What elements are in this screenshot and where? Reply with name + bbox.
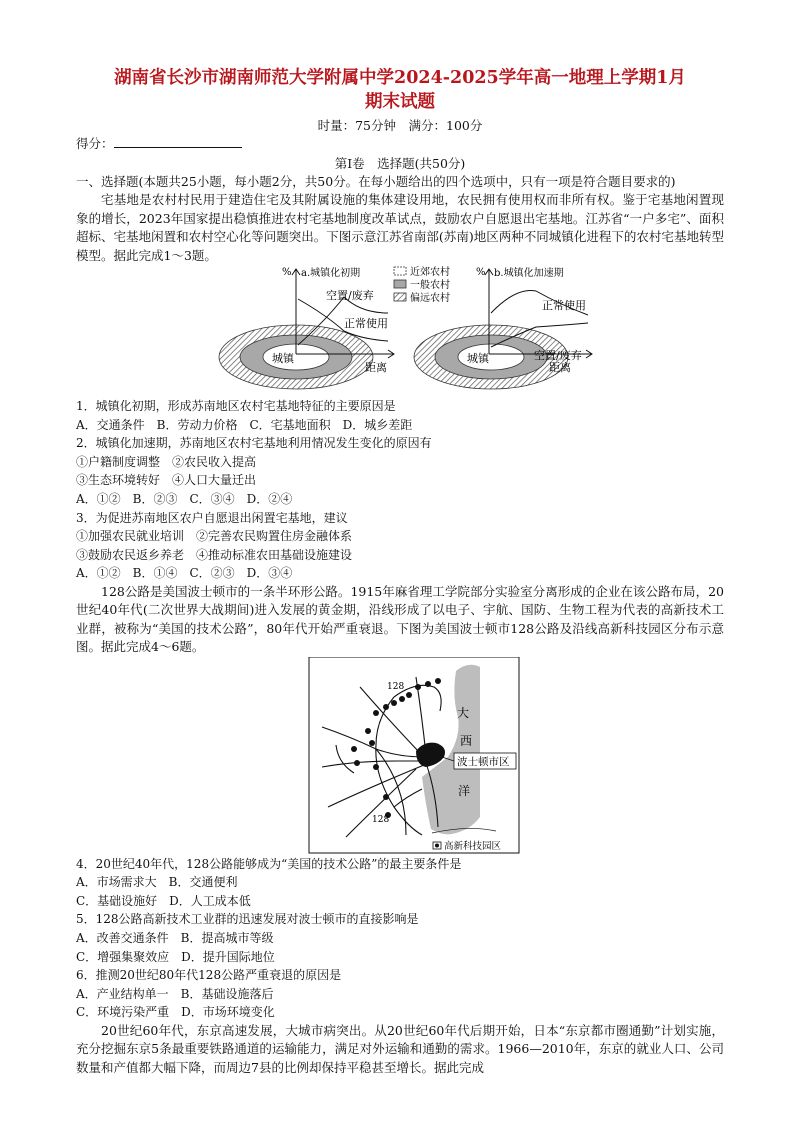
q4-stem: 4．20世纪40年代，128公路能够成为“美国的技术公路”的最主要条件是 xyxy=(76,856,462,871)
axis-x-b: 距离 xyxy=(549,361,571,375)
ocean-char-3: 洋 xyxy=(458,783,471,798)
q4-options-ab: A．市场需求大 B．交通便利 xyxy=(76,875,238,890)
q1-options: A．交通条件 B．劳动力价格 C．宅基地面积 D．城乡差距 xyxy=(76,417,413,432)
score-field xyxy=(76,135,724,153)
route128-map-svg xyxy=(76,657,724,855)
q6-options-ab: A．产业结构单一 B．基础设施落后 xyxy=(76,986,274,1001)
ocean-char-2: 西 xyxy=(460,733,473,748)
q1-stem: 1．城镇化初期，形成苏南地区农村宅基地特征的主要原因是 xyxy=(76,399,396,414)
route128-map-figure xyxy=(76,657,724,855)
exam-page xyxy=(76,66,724,1077)
legend-general: 一般农村 xyxy=(410,280,450,292)
homestead-model-figure xyxy=(76,265,724,397)
q2-stem: 2．城镇化加速期，苏南地区农村宅基地利用情况发生变化的原因有 xyxy=(76,436,432,451)
city-label-b: 城镇 xyxy=(467,352,489,366)
passage-homestead: 宅基地是农村村民用于建造住宅及其附属设施的集体建设用地，农民拥有使用权而非所有权。鉴于宅基地闲置现象的增长，2023年国家提出稳慎推进农村宅基地制度改革试点，鼓励农户自愿退出宅基地。江苏省“一户多宅”、面积超标、宅基地闲置和农村空心化等问题突出。下图示意江苏省南部(苏南)地区两种不同城镇化进程下的农村宅基地转型模型。据此完成1～3题。 xyxy=(76,192,724,263)
vacant-label-b: 空置/废弃 xyxy=(534,349,582,363)
boston-label: 波士顿市区 xyxy=(457,755,510,768)
axis-y-a: % xyxy=(282,267,292,279)
diagram-legend xyxy=(394,265,450,304)
q2-items-2: ③生态环境转好 ④人口大量迁出 xyxy=(76,473,257,488)
title-line1: 湖南省长沙市湖南师范大学附属中学2024-2025学年高一地理上学期1月 xyxy=(114,68,686,88)
section-instructions: 一、选择题(本题共25小题，每小题2分，共50分。在每小题给出的四个选项中，只有一项是符合题目要求的) xyxy=(76,174,676,189)
title-b: b.城镇化加速期 xyxy=(494,268,564,280)
time-score-info: 时量：75分钟 满分：100分 xyxy=(317,118,483,133)
q2-items-1: ①户籍制度调整 ②农民收入提高 xyxy=(76,454,257,469)
score-label: 得分： xyxy=(76,136,114,151)
title-a: a.城镇化初期 xyxy=(301,268,361,280)
normal-label-b: 正常使用 xyxy=(542,299,586,313)
legend-suburban: 近郊农村 xyxy=(410,267,450,279)
axis-y-b: % xyxy=(476,267,486,279)
passage-tokyo: 20世纪60年代，东京高速发展，大城市病突出。从20世纪60年代后期开始，日本“东京都市圈通勤”计划实施，充分挖掘东京5条最重要铁路通道的运输能力，满足对外运输和通勤的需求。1966—2010年，东京的就业人口、公司数量和产值都大幅下降，而周边7县的比例却保持平稳甚至增长。据此完成 xyxy=(76,1022,724,1075)
q5-options-cd: C．增强集聚效应 D．提升国际地位 xyxy=(76,949,275,964)
normal-label-a: 正常使用 xyxy=(344,317,388,331)
vacant-label-a: 空置/废弃 xyxy=(326,289,374,303)
route-label-north: 128 xyxy=(387,681,405,692)
questions-4-6 xyxy=(76,855,724,1022)
city-label-a: 城镇 xyxy=(272,352,294,366)
questions-1-3 xyxy=(76,397,724,583)
ocean-char-1: 大 xyxy=(457,705,470,720)
q3-items-1: ①加强农民就业培训 ②完善农民购置住房金融体系 xyxy=(76,529,353,544)
passage-route128: 128公路是美国波士顿市的一条半环形公路。1915年麻省理工学院部分实验室分离形成的企业在该公路布局，20世纪40年代(二次世界大战期间)进入发展的黄金期，沿线形成了以电子、宇航、国防、生物工程为代表的高新技术工业群，被称为“美国的技术公路”，80年代开始严重衰退。下图为美国波士顿市128公路及沿线高新科技园区分布示意图。据此完成4～6题。 xyxy=(76,583,724,655)
q5-options-ab: A．改善交通条件 B．提高城市等级 xyxy=(76,930,274,945)
title-line2: 期末试题 xyxy=(365,92,435,112)
q5-stem: 5．128公路高新技术工业群的迅速发展对波士顿市的直接影响是 xyxy=(76,912,419,927)
q3-items-2: ③鼓励农民返乡养老 ④推动标准农田基础设施建设 xyxy=(76,547,353,562)
q6-options-cd: C．环境污染严重 D．市场环境变化 xyxy=(76,1005,275,1020)
map-legend-label: 高新科技园区 xyxy=(444,840,502,852)
q3-stem: 3．为促进苏南地区农户自愿退出闲置宅基地，建议 xyxy=(76,510,348,525)
q6-stem: 6．推测20世纪80年代128公路严重衰退的原因是 xyxy=(76,968,342,983)
diagram-a xyxy=(219,266,394,389)
axis-x-a: 距离 xyxy=(365,361,387,375)
q2-options: A．①② B．②③ C．③④ D．②④ xyxy=(76,492,293,506)
homestead-model-svg xyxy=(76,265,724,397)
q4-options-cd: C．基础设施好 D．人工成本低 xyxy=(76,893,251,908)
score-blank xyxy=(114,135,242,148)
exam-title xyxy=(76,66,724,114)
legend-remote: 偏远农村 xyxy=(410,293,450,305)
route-label-south: 128 xyxy=(372,814,390,825)
q3-options: A．①② B．①④ C．②③ D．③④ xyxy=(76,566,293,581)
section-heading: 第Ⅰ卷 选择题(共50分) xyxy=(334,156,466,171)
